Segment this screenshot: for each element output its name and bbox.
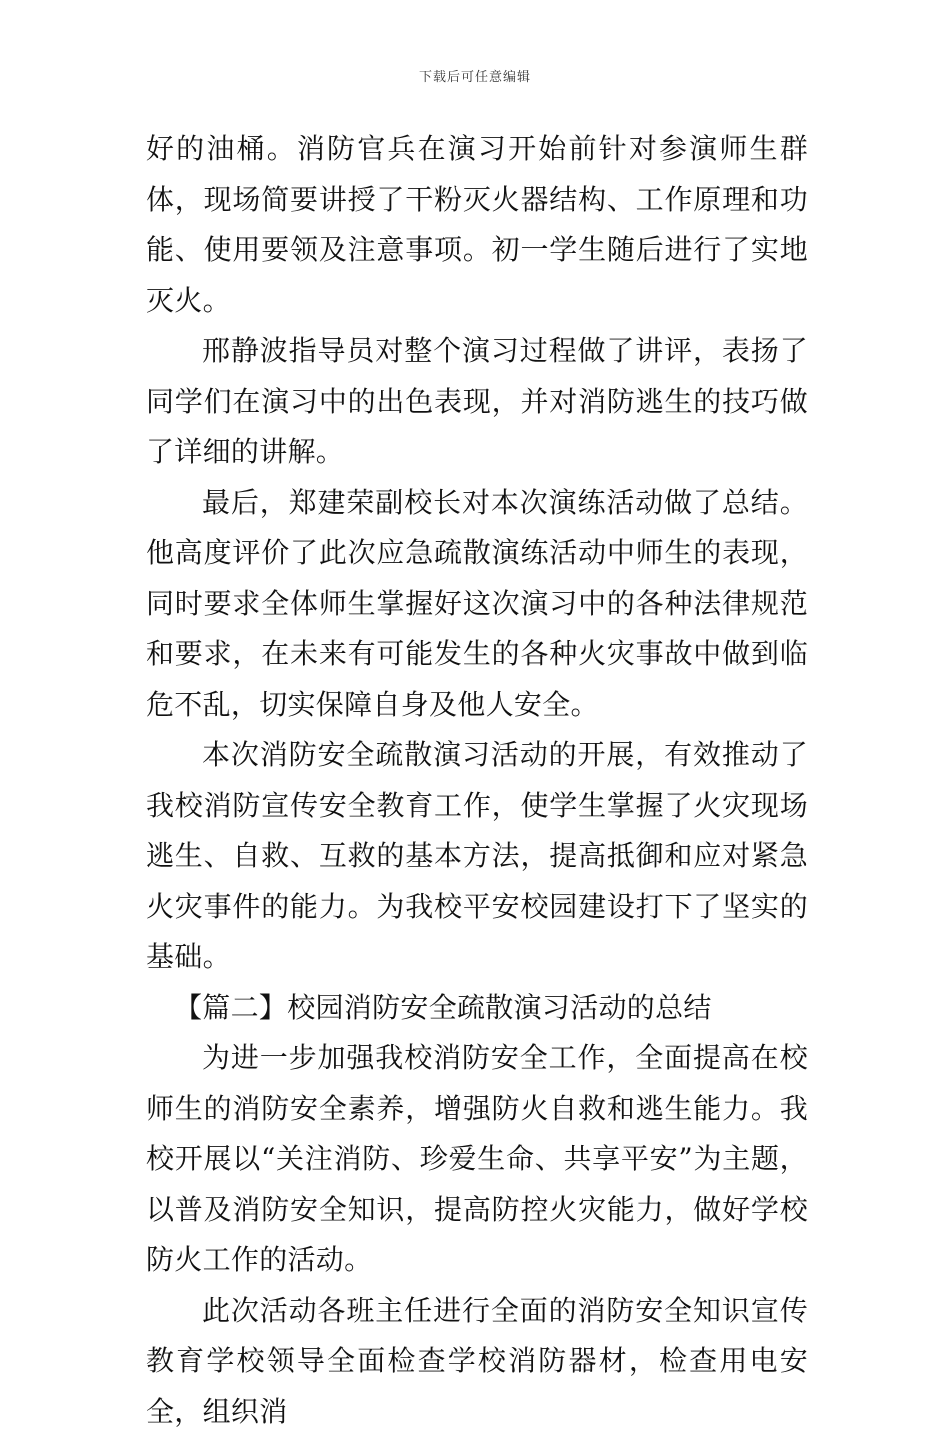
section-heading: 【篇二】校园消防安全疏散演习活动的总结 [146,983,808,1034]
paragraph-section-activity: 此次活动各班主任进行全面的消防安全知识宣传教育学校领导全面检查学校消防器材，检查用电安全，组织消 [146,1286,808,1437]
paragraph-continuation: 好的油桶。消防官兵在演习开始前针对参演师生群体，现场简要讲授了干粉灭火器结构、工作原理和功能、使用要领及注意事项。初一学生随后进行了实地灭火。 [146,124,808,326]
paragraph-activity-effect: 本次消防安全疏散演习活动的开展，有效推动了我校消防宣传安全教育工作，使学生掌握了火灾现场逃生、自救、互救的基本方法，提高抵御和应对紧急火灾事件的能力。为我校平安校园建设打下了坚实的基础。 [146,730,808,983]
paragraph-section-intro: 为进一步加强我校消防安全工作，全面提高在校师生的消防安全素养，增强防火自救和逃生能力。我校开展以“关注消防、珍爱生命、共享平安”为主题，以普及消防安全知识，提高防控火灾能力，做好学校防火工作的活动。 [146,1033,808,1286]
document-body [146,124,808,1437]
header-note: 下载后可任意编辑 [0,66,950,85]
paragraph-instructor-review: 邢静波指导员对整个演习过程做了讲评，表扬了同学们在演习中的出色表现，并对消防逃生的技巧做了详细的讲解。 [146,326,808,478]
paragraph-principal-summary: 最后，郑建荣副校长对本次演练活动做了总结。他高度评价了此次应急疏散演练活动中师生的表现，同时要求全体师生掌握好这次演习中的各种法律规范和要求，在未来有可能发生的各种火灾事故中做到临危不乱，切实保障自身及他人安全。 [146,478,808,731]
